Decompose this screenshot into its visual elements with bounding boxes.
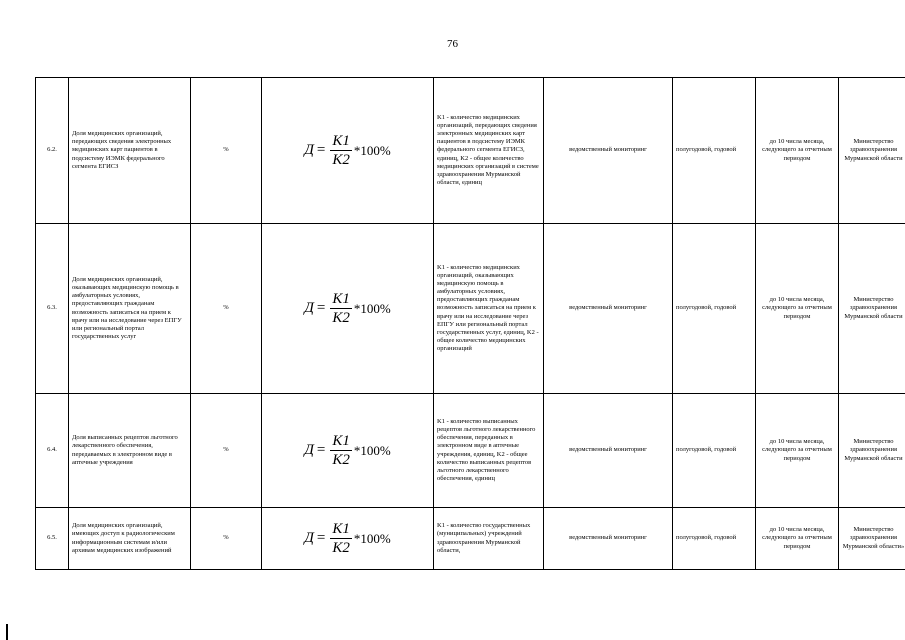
formula-multiplier: *100%	[353, 443, 391, 458]
responsible-body: Министерство здравоохранения Мурманской области»	[839, 508, 905, 570]
data-source: ведомственный мониторинг	[544, 508, 673, 570]
formula-denominator: K2	[332, 151, 350, 168]
periodicity: полугодовой, годовой	[673, 224, 756, 394]
formula-lhs: Д	[304, 300, 314, 316]
deadline: до 10 числа месяца, следующего за отчетным периодом	[756, 394, 839, 508]
formula-fraction	[330, 134, 352, 168]
formula-denominator: K2	[332, 539, 350, 556]
row-number: 6.5.	[36, 508, 69, 570]
unit-of-measure: %	[191, 508, 262, 570]
unit-of-measure: %	[191, 78, 262, 224]
formula-fraction	[330, 522, 352, 556]
formula-description: K1 - количество выписанных рецептов льготного лекарственного обеспечения, переданных в электронном виде в аптечные учреждения, единиц, K2 - общее количество выписанных рецептов льготного лекарственного обеспечения, единиц	[434, 394, 544, 508]
formula-equals: =	[316, 442, 326, 458]
formula	[304, 522, 390, 556]
deadline: до 10 числа месяца, следующего за отчетным периодом	[756, 508, 839, 570]
formula	[304, 434, 390, 468]
formula-lhs: Д	[304, 442, 314, 458]
indicators-table	[35, 77, 905, 570]
responsible-body: Министерство здравоохранения Мурманской области	[839, 394, 905, 508]
formula-cell	[262, 224, 434, 394]
table-row	[36, 224, 905, 394]
formula	[304, 292, 390, 326]
formula-numerator: K1	[332, 520, 350, 537]
row-number: 6.2.	[36, 78, 69, 224]
formula-denominator: K2	[332, 309, 350, 326]
formula-numerator: K1	[332, 290, 350, 307]
indicator-name: Доля медицинских организаций, передающих сведения электронных медицинских карт пациентов в подсистему ИЭМК федерального сегмента ЕГИСЗ	[69, 78, 191, 224]
deadline: до 10 числа месяца, следующего за отчетным периодом	[756, 78, 839, 224]
indicator-name: Доля выписанных рецептов льготного лекарственного обеспечения, передаваемых в электронном виде в аптечные учреждения	[69, 394, 191, 508]
data-source: ведомственный мониторинг	[544, 394, 673, 508]
formula-cell	[262, 508, 434, 570]
periodicity: полугодовой, годовой	[673, 508, 756, 570]
formula-equals: =	[316, 300, 326, 316]
unit-of-measure: %	[191, 224, 262, 394]
formula-multiplier: *100%	[353, 531, 391, 546]
indicator-name: Доля медицинских организаций, оказывающих медицинскую помощь в амбулаторных условиях, предоставляющих гражданам возможность записаться на прием к врачу или на исследование через ЕПГУ или региональный портал государственных услуг	[69, 224, 191, 394]
page-number: 76	[447, 38, 458, 50]
formula-numerator: K1	[332, 132, 350, 149]
table-row	[36, 508, 905, 570]
formula-description: K1 - количество государственных (муниципальных) учреждений здравоохранения Мурманской области,	[434, 508, 544, 570]
formula-fraction	[330, 292, 352, 326]
periodicity: полугодовой, годовой	[673, 394, 756, 508]
responsible-body: Министерство здравоохранения Мурманской области	[839, 78, 905, 224]
formula-numerator: K1	[332, 432, 350, 449]
formula	[304, 134, 390, 168]
formula-equals: =	[316, 142, 326, 158]
indicator-name: Доля медицинских организаций, имеющих доступ к радиологическим информационным системам и/или архивам медицинских изображений	[69, 508, 191, 570]
formula-cell	[262, 78, 434, 224]
formula-lhs: Д	[304, 142, 314, 158]
unit-of-measure: %	[191, 394, 262, 508]
formula-lhs: Д	[304, 530, 314, 546]
data-source: ведомственный мониторинг	[544, 224, 673, 394]
formula-description: K1 - количество медицинских организаций, передающих сведения электронных медицинских карт пациентов в подсистему ИЭМК федерального сегмента ЕГИСЗ, единиц, K2 - общее количество медицинских организаций в системе здравоохранения Мурманской области, единиц	[434, 78, 544, 224]
row-number: 6.4.	[36, 394, 69, 508]
responsible-body: Министерство здравоохранения Мурманской области	[839, 224, 905, 394]
margin-mark	[6, 624, 8, 640]
data-source: ведомственный мониторинг	[544, 78, 673, 224]
formula-multiplier: *100%	[353, 301, 391, 316]
table-row	[36, 394, 905, 508]
deadline: до 10 числа месяца, следующего за отчетным периодом	[756, 224, 839, 394]
row-number: 6.3.	[36, 224, 69, 394]
formula-multiplier: *100%	[353, 143, 391, 158]
formula-cell	[262, 394, 434, 508]
formula-denominator: K2	[332, 451, 350, 468]
periodicity: полугодовой, годовой	[673, 78, 756, 224]
formula-fraction	[330, 434, 352, 468]
formula-equals: =	[316, 530, 326, 546]
table-row	[36, 78, 905, 224]
formula-description: K1 - количество медицинских организаций, оказывающих медицинскую помощь в амбулаторных условиях, предоставляющих гражданам возможность записаться на прием к врачу или на исследование через ЕПГУ или региональный портал государственных услуг, единиц, K2 - общее количество медицинских организаций	[434, 224, 544, 394]
